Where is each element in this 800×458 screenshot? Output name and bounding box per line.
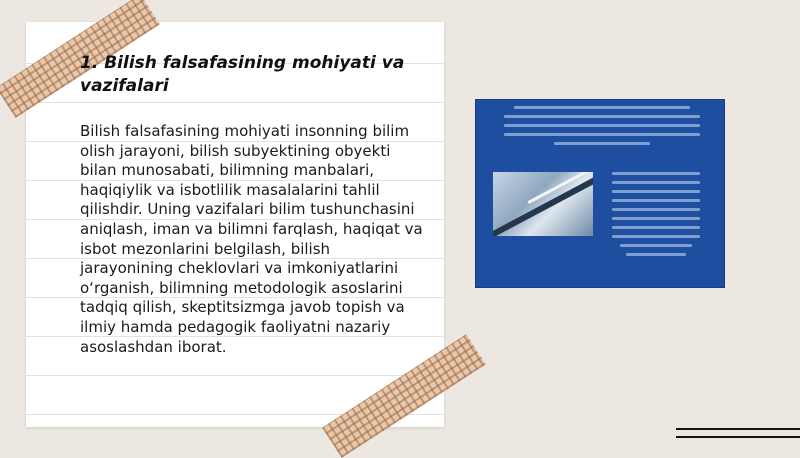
image-text-line — [504, 115, 700, 118]
image-text-line — [612, 199, 700, 202]
image-text-line — [612, 190, 700, 193]
image-text-line — [554, 142, 650, 145]
image-text-line — [504, 133, 700, 136]
image-text-line — [514, 106, 690, 109]
pen-shape — [493, 172, 593, 236]
image-text-line — [612, 181, 700, 184]
image-text-line — [612, 172, 700, 175]
image-text-line — [612, 208, 700, 211]
image-text-line — [504, 124, 700, 127]
decorative-line — [676, 428, 800, 430]
image-text-line — [626, 253, 686, 256]
decorative-line — [676, 436, 800, 438]
image-text-line — [612, 235, 700, 238]
slide-body-text: Bilish falsafasining mohiyati insonning bilim olish jarayoni, bilish subyektining obyekti bilan munosabati, bilimning manbalari, haqiqiylik va isbotlilik masalalarini tahlil qilishdir. Uning vazifalari bilim tushunchasini aniqlash, iman va bilimni farqlash, haqiqat va isbot mezonlarini belgilash, bilish jarayonining cheklovlari va imkoniyatlarini o‘rganish, bilimning metodologik asoslarini tadqiq qilish, skeptitsizmga javob topish va ilmiy hamda pedagogik faoliyatni nazariy asoslashdan iborat. — [80, 122, 423, 356]
image-text-line — [612, 226, 700, 229]
image-photo — [493, 172, 593, 236]
image-text-line — [612, 217, 700, 220]
image-text-line — [620, 244, 692, 247]
slide-thumbnail-image — [475, 99, 725, 288]
slide-title: 1. Bilish falsafasining mohiyati va vazifalari — [80, 53, 405, 96]
